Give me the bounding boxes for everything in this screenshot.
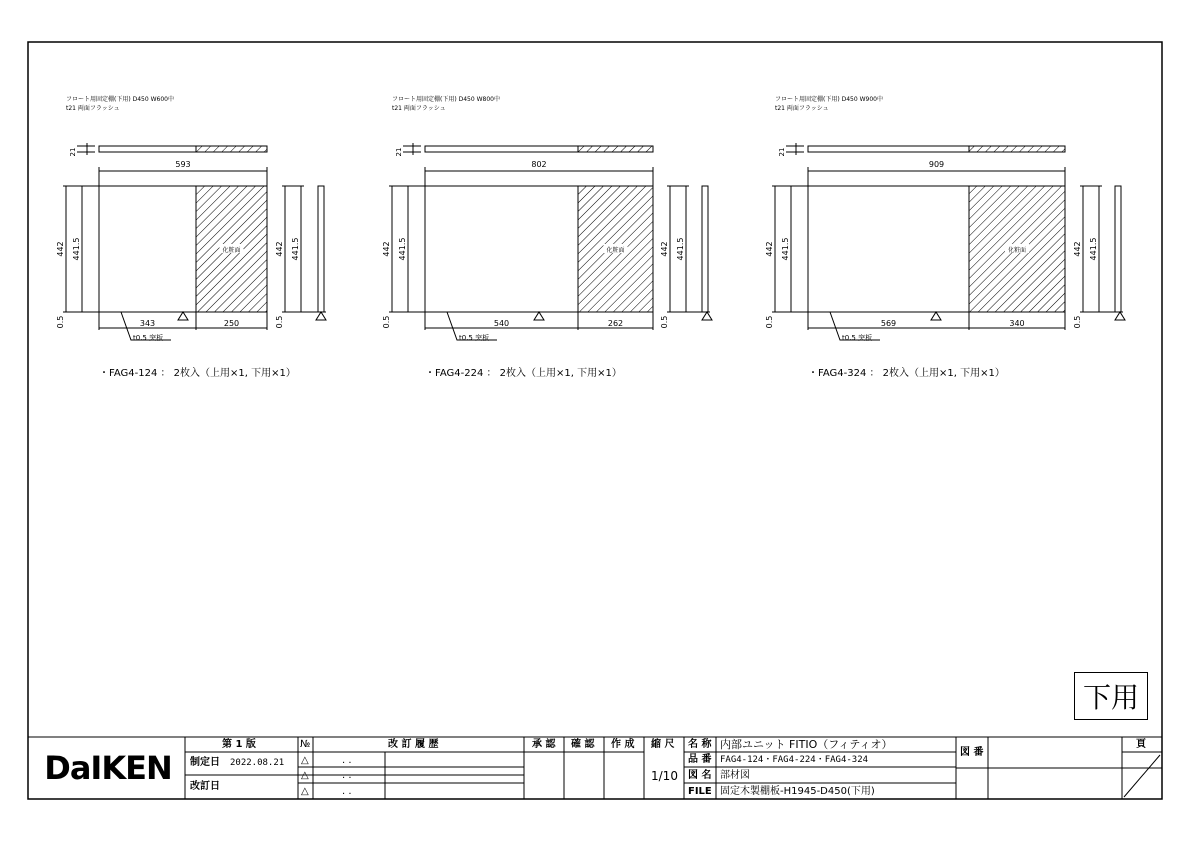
drawn-header: 作 成 <box>611 739 635 750</box>
bottom-dim-left-label: 0.5 <box>56 315 65 329</box>
leader-label: t0.5 突板 <box>842 334 873 342</box>
edge-dim-label: 21 <box>69 147 77 157</box>
height-dim-left-label: 442 <box>765 241 774 257</box>
revision-history-header: 改 訂 履 歴 <box>388 739 439 750</box>
height-dim-left2-label: 441.5 <box>781 237 790 261</box>
panel-header-line2: t21 両面フラッシュ <box>392 105 446 112</box>
page-label: 頁 <box>1136 739 1146 750</box>
name-label: 名 称 <box>688 739 712 750</box>
width-dim-label: 909 <box>928 160 945 169</box>
revision-marker-2: △ <box>301 770 309 781</box>
side-marker-triangle <box>316 312 326 320</box>
bottom-dim-right-label: 0.5 <box>660 315 669 329</box>
height-dim-right-label: 442 <box>275 241 284 257</box>
file-value: 固定木製棚板-H1945-D450(下用) <box>720 786 875 797</box>
drawing-no-label: 図 番 <box>960 747 984 758</box>
seg-b-label: 340 <box>1009 319 1025 328</box>
panel-caption: ・FAG4-224 ： 2枚入（上用×1, 下用×1） <box>425 368 622 379</box>
side-marker-triangle <box>1115 312 1125 320</box>
panel-drawing-2 <box>0 0 712 379</box>
edge-dim-label: 21 <box>395 147 403 157</box>
marker-triangle <box>931 312 941 320</box>
seg-b-label: 262 <box>607 319 624 328</box>
side-marker-triangle <box>702 312 712 320</box>
height-dim-right2-label: 441.5 <box>291 237 300 261</box>
height-dim-left2-label: 441.5 <box>72 237 81 261</box>
sheet-border <box>28 42 1162 799</box>
side-view-panel <box>1115 186 1121 312</box>
created-label: 制定日 <box>190 757 220 768</box>
revision-marker-1: △ <box>301 755 309 766</box>
panels-layer <box>0 0 1125 379</box>
revision-marker-3: △ <box>301 786 309 797</box>
drawing-name-label: 図 名 <box>688 770 712 781</box>
panel-caption: ・FAG4-124 ： 2枚入（上用×1, 下用×1） <box>99 368 296 379</box>
created-date: 2022.08.21 <box>230 758 285 768</box>
width-dim-label: 802 <box>531 160 547 169</box>
daiken-logo: DaIKEN <box>44 749 172 787</box>
drawing-name-value: 部材図 <box>720 770 750 781</box>
revision-dots-1: . . <box>342 755 352 766</box>
side-view-panel <box>318 186 324 312</box>
revision-dots-3: . . <box>342 786 352 797</box>
seg-b-label: 250 <box>223 319 240 328</box>
edge-strip-hatch <box>196 146 267 152</box>
bottom-dim-left-label: 0.5 <box>765 315 774 329</box>
edge-strip-hatch <box>578 146 653 152</box>
height-dim-left-label: 442 <box>382 241 391 257</box>
marker-triangle <box>534 312 544 320</box>
seg-a-label: 569 <box>880 319 897 328</box>
height-dim-right2-label: 441.5 <box>676 237 685 261</box>
width-dim-label: 593 <box>175 160 191 169</box>
panel-header-line2: t21 両面フラッシュ <box>66 105 120 112</box>
height-dim-left-label: 442 <box>56 241 65 257</box>
height-dim-right-label: 442 <box>1073 241 1082 257</box>
height-dim-left2-label: 441.5 <box>398 237 407 261</box>
part-value: FAG4-124・FAG4-224・FAG4-324 <box>720 755 869 765</box>
scale-value: 1/10 <box>651 769 678 783</box>
leader-label: t0.5 突板 <box>133 334 164 342</box>
bottom-dim-right-label: 0.5 <box>1073 315 1082 329</box>
edge-strip-hatch <box>969 146 1065 152</box>
file-label: FILE <box>688 786 712 797</box>
shelf-label: 化粧面 <box>222 247 241 254</box>
panel-header-line1: フロート用固定棚(下用) D450 W800中 <box>392 96 500 103</box>
height-dim-right2-label: 441.5 <box>1089 237 1098 261</box>
bottom-dim-left-label: 0.5 <box>382 315 391 329</box>
seg-a-label: 540 <box>493 319 510 328</box>
marker-triangle <box>178 312 188 320</box>
part-label: 品 番 <box>688 754 712 765</box>
scale-header: 縮 尺 <box>651 739 675 750</box>
name-value: 内部ユニット FITIO（フィティオ） <box>720 738 893 751</box>
revision-dots-2: . . <box>342 770 352 781</box>
panel-header-line1: フロート用固定棚(下用) D450 W900中 <box>775 96 883 103</box>
leader-label: t0.5 突板 <box>459 334 490 342</box>
bottom-dim-right-label: 0.5 <box>275 315 284 329</box>
approved-header: 承 認 <box>532 739 556 750</box>
panel-caption: ・FAG4-324 ： 2枚入（上用×1, 下用×1） <box>808 368 1005 379</box>
shelf-label: 化粧面 <box>606 247 625 254</box>
shelf-label: 化粧面 <box>1007 247 1027 254</box>
checked-header: 確 認 <box>571 739 595 750</box>
seg-a-label: 343 <box>139 319 156 328</box>
height-dim-right-label: 442 <box>660 241 669 257</box>
edition-label: 第 1 版 <box>222 739 256 750</box>
panel-header-line1: フロート用固定棚(下用) D450 W600中 <box>66 96 174 103</box>
panel-drawing-3 <box>0 0 1125 379</box>
panel-header-line2: t21 両面フラッシュ <box>775 105 829 112</box>
no-header: № <box>300 739 311 750</box>
revised-label: 改訂日 <box>190 781 220 792</box>
side-view-panel <box>702 186 708 312</box>
lower-use-stamp: 下用 <box>1074 672 1148 720</box>
edge-dim-label: 21 <box>778 147 786 157</box>
panel-drawing-1 <box>0 0 326 379</box>
